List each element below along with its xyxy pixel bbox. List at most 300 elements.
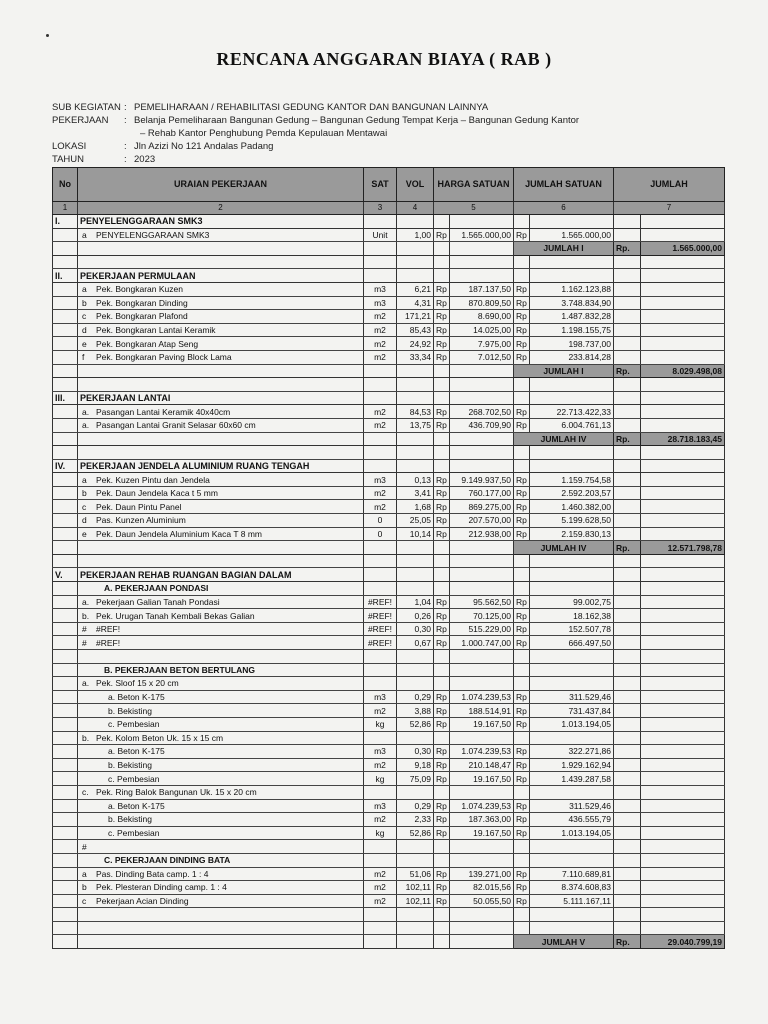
item-unit: kg: [364, 826, 397, 840]
section-number: II.: [53, 269, 78, 283]
empty-cell: [614, 378, 641, 392]
item-description: [78, 731, 364, 745]
table-row: [53, 677, 725, 691]
empty-cell: [53, 894, 78, 908]
info-value: 2023: [134, 154, 156, 165]
subtotal-currency: Rp.: [614, 242, 641, 256]
item-code: a: [82, 868, 87, 879]
empty-cell: [434, 459, 450, 473]
section-row: [53, 269, 725, 283]
item-code: a.: [82, 678, 90, 689]
empty-cell: [53, 609, 78, 623]
subtotal-currency: Rp.: [614, 935, 641, 949]
empty-cell: [397, 541, 434, 555]
empty-cell: [364, 364, 397, 378]
section-title: PEKERJAAN PERMULAAN: [78, 269, 364, 283]
empty-cell: [530, 582, 614, 596]
document-title: RENCANA ANGGARAN BIAYA ( RAB ): [216, 49, 552, 69]
unit-total: 311.529,46: [530, 690, 614, 704]
empty-cell: [614, 894, 641, 908]
item-code: a: [82, 474, 87, 485]
empty-cell: [397, 459, 434, 473]
unit-price: 1.074.239,53: [450, 690, 514, 704]
item-code: c: [82, 895, 87, 906]
info-colon: :: [124, 141, 127, 152]
empty-cell: [364, 582, 397, 596]
item-code: b: [82, 488, 87, 499]
item-description: [78, 622, 364, 636]
currency-label: Rp: [434, 717, 450, 731]
empty-cell: [641, 894, 725, 908]
unit-price: 515.229,00: [450, 622, 514, 636]
empty-cell: [514, 269, 530, 283]
empty-cell: [364, 554, 397, 568]
item-code: b.: [82, 732, 90, 743]
unit-price: 1.565.000,00: [450, 228, 514, 242]
table-row: [53, 405, 725, 419]
unit-total: 322.271,86: [530, 745, 614, 759]
empty-cell: [614, 473, 641, 487]
empty-cell: [614, 500, 641, 514]
currency-label: Rp: [434, 867, 450, 881]
item-unit: kg: [364, 717, 397, 731]
empty-cell: [53, 704, 78, 718]
currency-label: Rp: [514, 894, 530, 908]
subtotal-label: JUMLAH IV: [514, 541, 614, 555]
empty-cell: [397, 215, 434, 229]
item-code: b.: [82, 610, 90, 621]
empty-cell: [53, 337, 78, 351]
empty-cell: [397, 554, 434, 568]
item-volume: 33,34: [397, 350, 434, 364]
empty-cell: [614, 391, 641, 405]
item-label: Pasangan Lantai Granit Selasar 60x60 cm: [96, 420, 256, 431]
empty-cell: [641, 527, 725, 541]
empty-cell: [53, 527, 78, 541]
item-description: [78, 418, 364, 432]
currency-label: Rp: [514, 228, 530, 242]
item-description: [78, 840, 364, 854]
unit-total: 152.507,78: [530, 622, 614, 636]
empty-cell: [614, 690, 641, 704]
empty-cell: [614, 785, 641, 799]
subtotal-row: [53, 364, 725, 378]
subtotal-label: JUMLAH I: [514, 242, 614, 256]
header-vol: VOL: [397, 168, 434, 202]
item-volume: 2,33: [397, 813, 434, 827]
empty-cell: [364, 215, 397, 229]
item-description: [78, 405, 364, 419]
unit-total: 7.110.689,81: [530, 867, 614, 881]
empty-cell: [641, 459, 725, 473]
empty-cell: [450, 568, 514, 582]
currency-label: Rp: [434, 595, 450, 609]
table-row: [53, 486, 725, 500]
empty-cell: [450, 554, 514, 568]
table-row: [53, 799, 725, 813]
item-label: Pek. Kuzen Pintu dan Jendela: [96, 474, 210, 485]
empty-cell: [614, 650, 641, 664]
subtotal-row: [53, 935, 725, 949]
empty-cell: [641, 609, 725, 623]
empty-cell: [641, 446, 725, 460]
blank-row: [53, 378, 725, 392]
empty-cell: [614, 255, 641, 269]
item-description: [78, 677, 364, 691]
empty-cell: [364, 568, 397, 582]
item-volume: 52,86: [397, 717, 434, 731]
table-row: [53, 826, 725, 840]
empty-cell: [641, 500, 725, 514]
unit-price: 869.275,00: [450, 500, 514, 514]
unit-price: 207.570,00: [450, 514, 514, 528]
currency-label: Rp: [434, 418, 450, 432]
empty-cell: [434, 554, 450, 568]
empty-cell: [450, 269, 514, 283]
empty-cell: [530, 853, 614, 867]
section-number: III.: [53, 391, 78, 405]
empty-cell: [641, 323, 725, 337]
item-code: d: [82, 515, 87, 526]
item-description: [78, 881, 364, 895]
info-value: – Rehab Kantor Penghubung Pemda Kepulauan Mentawai: [140, 128, 388, 139]
empty-cell: [641, 486, 725, 500]
empty-cell: [434, 582, 450, 596]
currency-label: Rp: [514, 690, 530, 704]
empty-cell: [434, 921, 450, 935]
unit-price: 139.271,00: [450, 867, 514, 881]
table-row: [53, 418, 725, 432]
empty-cell: [397, 364, 434, 378]
info-row: [52, 101, 620, 114]
currency-label: Rp: [434, 826, 450, 840]
table-row: [53, 867, 725, 881]
empty-cell: [641, 554, 725, 568]
empty-cell: [53, 282, 78, 296]
item-label: c. Pembesian: [108, 773, 160, 784]
item-unit: #REF!: [364, 636, 397, 650]
currency-label: Rp: [434, 310, 450, 324]
empty-cell: [641, 881, 725, 895]
info-row: [52, 153, 620, 166]
empty-cell: [514, 446, 530, 460]
currency-label: Rp: [434, 228, 450, 242]
empty-cell: [450, 215, 514, 229]
subtotal-currency: Rp.: [614, 364, 641, 378]
empty-cell: [614, 486, 641, 500]
currency-label: Rp: [514, 486, 530, 500]
empty-cell: [397, 935, 434, 949]
empty-cell: [53, 908, 78, 922]
col-number: 5: [434, 202, 514, 215]
empty-cell: [614, 717, 641, 731]
currency-label: Rp: [514, 527, 530, 541]
unit-total: 1.487.832,28: [530, 310, 614, 324]
unit-total: 1.013.194,05: [530, 826, 614, 840]
empty-cell: [53, 745, 78, 759]
item-unit: #REF!: [364, 595, 397, 609]
item-description: [78, 337, 364, 351]
unit-price: 14.025,00: [450, 323, 514, 337]
empty-cell: [614, 677, 641, 691]
table-row: [53, 527, 725, 541]
currency-label: Rp: [434, 350, 450, 364]
unit-price: 8.690,00: [450, 310, 514, 324]
item-unit: m3: [364, 296, 397, 310]
item-unit: m2: [364, 486, 397, 500]
empty-cell: [514, 255, 530, 269]
unit-total: 1.929.162,94: [530, 758, 614, 772]
currency-label: Rp: [434, 636, 450, 650]
unit-total: 233.814,28: [530, 350, 614, 364]
empty-cell: [614, 296, 641, 310]
header-sat: SAT: [364, 168, 397, 202]
item-volume: 1,04: [397, 595, 434, 609]
empty-cell: [364, 378, 397, 392]
header-harga-satuan: HARGA SATUAN: [434, 168, 514, 202]
empty-cell: [614, 459, 641, 473]
empty-cell: [641, 785, 725, 799]
empty-cell: [614, 881, 641, 895]
currency-label: Rp: [514, 418, 530, 432]
item-description: [78, 486, 364, 500]
subtotal-amount: 12.571.798,78: [641, 541, 725, 555]
table-row: [53, 228, 725, 242]
currency-label: Rp: [514, 323, 530, 337]
empty-cell: [614, 350, 641, 364]
empty-cell: [53, 717, 78, 731]
empty-cell: [434, 853, 450, 867]
empty-cell: [364, 541, 397, 555]
item-unit: m2: [364, 881, 397, 895]
item-volume: 6,21: [397, 282, 434, 296]
item-unit: m3: [364, 745, 397, 759]
currency-label: Rp: [434, 881, 450, 895]
empty-cell: [614, 595, 641, 609]
unit-price: 870.809,50: [450, 296, 514, 310]
item-label: b. Bekisting: [108, 760, 152, 771]
item-label: Pek. Bongkaran Dinding: [96, 297, 188, 308]
empty-cell: [450, 921, 514, 935]
item-label: a. Beton K-175: [108, 746, 165, 757]
empty-cell: [614, 446, 641, 460]
empty-cell: [397, 908, 434, 922]
item-label: Pek. Sloof 15 x 20 cm: [96, 678, 179, 689]
unit-total: [530, 840, 614, 854]
empty-cell: [641, 568, 725, 582]
unit-total: 1.439.287,58: [530, 772, 614, 786]
empty-cell: [364, 921, 397, 935]
item-volume: 9,18: [397, 758, 434, 772]
currency-label: Rp: [514, 636, 530, 650]
empty-cell: [397, 853, 434, 867]
empty-cell: [78, 378, 364, 392]
item-unit: m2: [364, 704, 397, 718]
item-label: Pek. Plesteran Dinding camp. 1 : 4: [96, 882, 227, 893]
item-description: [78, 636, 364, 650]
subsection-title: B. PEKERJAAN BETON BERTULANG: [78, 663, 364, 677]
info-key: [52, 127, 124, 140]
item-volume: 0,67: [397, 636, 434, 650]
subtotal-label: JUMLAH IV: [514, 432, 614, 446]
empty-cell: [530, 568, 614, 582]
item-volume: 0,13: [397, 473, 434, 487]
item-description: [78, 826, 364, 840]
item-label: b. Bekisting: [108, 705, 152, 716]
item-volume: 4,31: [397, 296, 434, 310]
empty-cell: [53, 554, 78, 568]
empty-cell: [53, 622, 78, 636]
item-volume: 85,43: [397, 323, 434, 337]
empty-cell: [614, 921, 641, 935]
unit-total: 1.565.000,00: [530, 228, 614, 242]
currency-label: Rp: [514, 826, 530, 840]
item-description: [78, 894, 364, 908]
unit-price: [450, 731, 514, 745]
item-label: Pek. Kolom Beton Uk. 15 x 15 cm: [96, 732, 224, 743]
empty-cell: [78, 242, 364, 256]
empty-cell: [53, 350, 78, 364]
empty-cell: [78, 446, 364, 460]
item-description: [78, 785, 364, 799]
item-label: c. Pembesian: [108, 719, 160, 730]
column-number-row: [53, 202, 725, 215]
unit-total: 1.159.754,58: [530, 473, 614, 487]
empty-cell: [614, 636, 641, 650]
item-unit: kg: [364, 772, 397, 786]
empty-cell: [53, 500, 78, 514]
unit-price: [450, 785, 514, 799]
table-row: [53, 636, 725, 650]
item-volume: 0,30: [397, 622, 434, 636]
item-description: [78, 310, 364, 324]
table-row: [53, 622, 725, 636]
empty-cell: [530, 269, 614, 283]
empty-cell: [53, 242, 78, 256]
project-info: [52, 101, 620, 166]
empty-cell: [641, 582, 725, 596]
item-label: a. Beton K-175: [108, 692, 165, 703]
paper-speck: [46, 34, 49, 37]
currency-label: Rp: [434, 323, 450, 337]
item-code: a.: [82, 596, 90, 607]
empty-cell: [614, 799, 641, 813]
empty-cell: [641, 908, 725, 922]
item-volume: 3,41: [397, 486, 434, 500]
empty-cell: [514, 215, 530, 229]
empty-cell: [614, 758, 641, 772]
col-number: 1: [53, 202, 78, 215]
info-key: TAHUN: [52, 154, 85, 165]
info-row: [52, 127, 620, 140]
currency-label: Rp: [434, 704, 450, 718]
item-label: a. Beton K-175: [108, 800, 165, 811]
table-row: [53, 500, 725, 514]
info-value: PEMELIHARAAN / REHABILITASI GEDUNG KANTOR DAN BANGUNAN LAINNYA: [134, 102, 489, 113]
empty-cell: [434, 935, 450, 949]
subtotal-label: JUMLAH I: [514, 364, 614, 378]
empty-cell: [53, 323, 78, 337]
header-no: No: [53, 168, 78, 202]
item-code: e: [82, 338, 87, 349]
item-volume: 24,92: [397, 337, 434, 351]
item-unit: [364, 677, 397, 691]
item-description: [78, 772, 364, 786]
info-key: PEKERJAAN: [52, 115, 109, 126]
item-label: PENYELENGGARAAN SMK3: [96, 229, 210, 240]
empty-cell: [53, 785, 78, 799]
item-unit: m3: [364, 473, 397, 487]
item-label: Pekerjaan Galian Tanah Pondasi: [96, 596, 220, 607]
currency-label: Rp: [514, 609, 530, 623]
empty-cell: [53, 650, 78, 664]
empty-cell: [641, 350, 725, 364]
unit-total: 2.159.830,13: [530, 527, 614, 541]
empty-cell: [53, 826, 78, 840]
unit-total: 5.199.628,50: [530, 514, 614, 528]
info-key: SUB KEGIATAN: [52, 102, 121, 113]
empty-cell: [641, 378, 725, 392]
item-code: a: [82, 229, 87, 240]
empty-cell: [641, 622, 725, 636]
table-row: [53, 323, 725, 337]
empty-cell: [397, 255, 434, 269]
info-key: LOKASI: [52, 141, 87, 152]
info-colon: [124, 127, 134, 140]
currency-label: Rp: [514, 813, 530, 827]
section-row: [53, 215, 725, 229]
subtotal-amount: 8.029.498,08: [641, 364, 725, 378]
blank-row: [53, 908, 725, 922]
empty-cell: [434, 378, 450, 392]
empty-cell: [53, 853, 78, 867]
item-volume: 0,29: [397, 799, 434, 813]
empty-cell: [641, 473, 725, 487]
unit-price: 212.938,00: [450, 527, 514, 541]
empty-cell: [641, 772, 725, 786]
item-label: Pas. Kunzen Aluminium: [96, 515, 186, 526]
unit-total: [530, 731, 614, 745]
currency-label: Rp: [434, 622, 450, 636]
subsection-row: [53, 582, 725, 596]
empty-cell: [53, 486, 78, 500]
item-volume: 10,14: [397, 527, 434, 541]
section-number: IV.: [53, 459, 78, 473]
empty-cell: [450, 459, 514, 473]
empty-cell: [53, 432, 78, 446]
empty-cell: [53, 514, 78, 528]
rab-table: [52, 167, 725, 949]
item-description: [78, 323, 364, 337]
item-description: [78, 758, 364, 772]
blank-row: [53, 446, 725, 460]
item-description: [78, 690, 364, 704]
item-code: c: [82, 501, 87, 512]
item-unit: m2: [364, 500, 397, 514]
item-description: [78, 867, 364, 881]
item-code: c.: [82, 787, 89, 798]
table-row: [53, 282, 725, 296]
empty-cell: [530, 921, 614, 935]
empty-cell: [641, 255, 725, 269]
empty-cell: [641, 813, 725, 827]
blank-row: [53, 650, 725, 664]
item-code: e: [82, 528, 87, 539]
item-description: [78, 704, 364, 718]
empty-cell: [53, 772, 78, 786]
item-label: Pek. Daun Pintu Panel: [96, 501, 182, 512]
item-unit: #REF!: [364, 609, 397, 623]
